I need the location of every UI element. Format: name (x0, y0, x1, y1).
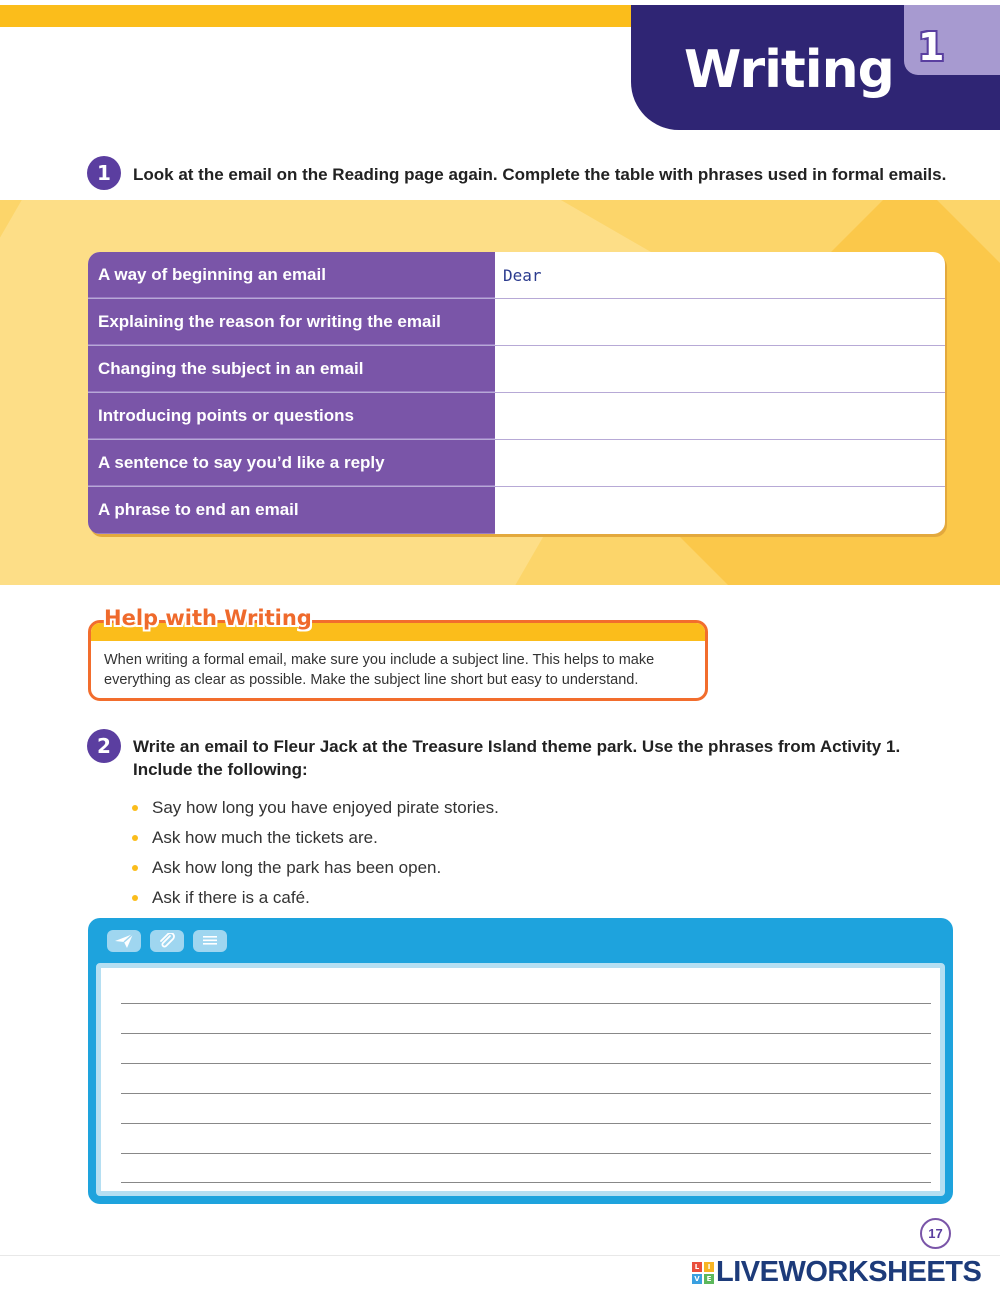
table-row (88, 440, 945, 487)
writing-line (121, 1063, 931, 1064)
row-label: A sentence to say you’d like a reply (88, 440, 495, 486)
top-accent-bar (0, 5, 640, 27)
activity-2-line: Write an email to Fleur Jack at the Treasure Island theme park. Use the phrases from Activity 1. (133, 737, 901, 756)
activity-1-number: 1 (87, 156, 121, 190)
bullet-text: Ask how much the tickets are. (152, 828, 378, 847)
logo-grid-icon: L I V E (692, 1262, 714, 1284)
table-row (88, 487, 945, 534)
phrases-table (88, 252, 945, 534)
help-text-line: everything as clear as possible. Make the subject line short but easy to understand. (104, 672, 639, 688)
bullet-text: Say how long you have enjoyed pirate stories. (152, 798, 499, 817)
email-writing-area[interactable] (96, 963, 945, 1196)
activity-2-line: Include the following: (133, 760, 308, 779)
row-label: Explaining the reason for writing the email (88, 299, 495, 345)
answer-field[interactable] (495, 346, 945, 392)
activity-1-instruction: Look at the email on the Reading page again. Complete the table with phrases used in formal emails. (133, 165, 947, 184)
bullet-icon (132, 805, 138, 811)
send-icon[interactable] (107, 930, 141, 952)
answer-field[interactable] (495, 299, 945, 345)
activity-2-number: 2 (87, 729, 121, 763)
writing-line (121, 1093, 931, 1094)
help-text (104, 650, 704, 690)
bullet-icon (132, 835, 138, 841)
row-label: Introducing points or questions (88, 393, 495, 439)
activity-2-bullets (132, 793, 499, 913)
text-icon[interactable] (193, 930, 227, 952)
list-item (132, 883, 499, 913)
writing-line (121, 1123, 931, 1124)
table-row (88, 252, 945, 299)
answer-field[interactable]: Dear (503, 265, 542, 285)
row-label: A way of beginning an email (88, 252, 495, 298)
answer-field[interactable] (495, 440, 945, 486)
activity-2-instruction (133, 735, 973, 781)
table-row (88, 299, 945, 346)
table-row (88, 393, 945, 440)
help-title: Help with Writing (104, 606, 312, 630)
bullet-icon (132, 865, 138, 871)
page-title: Writing (684, 40, 894, 100)
attach-icon[interactable] (150, 930, 184, 952)
unit-number: 1 (918, 25, 945, 69)
email-compose-box (88, 918, 953, 1204)
list-item (132, 853, 499, 883)
bullet-text: Ask if there is a café. (152, 888, 310, 907)
list-item (132, 793, 499, 823)
answer-field[interactable] (495, 487, 945, 534)
help-text-line: When writing a formal email, make sure you include a subject line. This helps to make (104, 652, 655, 668)
liveworksheets-logo[interactable] (692, 1256, 981, 1289)
row-label: Changing the subject in an email (88, 346, 495, 392)
logo-text: LIVEWORKSHEETS (716, 1256, 982, 1288)
writing-line (121, 1033, 931, 1034)
row-label: A phrase to end an email (88, 487, 495, 534)
list-item (132, 823, 499, 853)
writing-line (121, 1182, 931, 1183)
writing-line (121, 1153, 931, 1154)
bullet-text: Ask how long the park has been open. (152, 858, 442, 877)
page-number: 17 (920, 1218, 951, 1249)
table-row (88, 346, 945, 393)
answer-field[interactable] (495, 393, 945, 439)
bullet-icon (132, 895, 138, 901)
writing-line (121, 1003, 931, 1004)
